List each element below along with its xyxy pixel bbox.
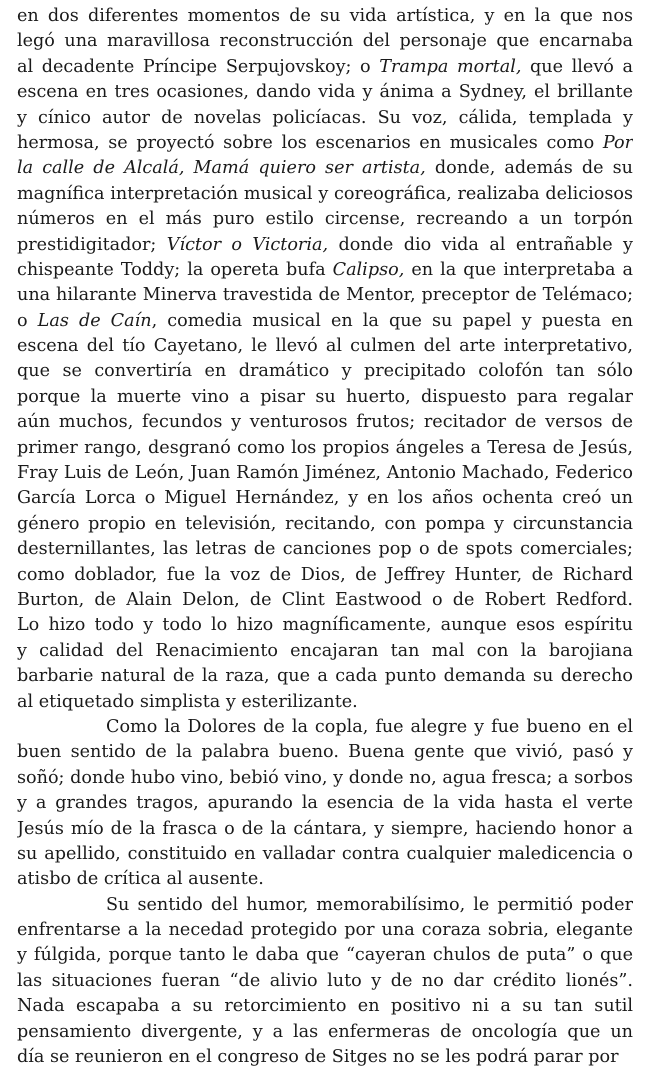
text-line (17, 791, 633, 816)
text-run: o (17, 310, 38, 331)
text-line (17, 283, 633, 308)
text-run: que llevó a (521, 56, 633, 77)
text-run: y fúlgida, porque tanto le daba que “cayeran chulos de puta” o que (17, 945, 633, 966)
text-run: Jesús mío de la frasca o de la cántara, y siempre, haciendo honor a (17, 818, 633, 839)
text-line (17, 385, 633, 410)
text-line (17, 943, 633, 968)
text-line (17, 156, 633, 181)
text-line (17, 969, 633, 994)
text-line (17, 512, 633, 537)
text-line (17, 55, 633, 80)
text-run: legó una maravillosa reconstrucción del personaje que encarnaba (17, 31, 633, 52)
text-run: primer rango, desgranó como los propios ángeles a Teresa de Jesús, (17, 437, 633, 458)
text-run: magnífica interpretación musical y coreográfica, realizaba deliciosos (17, 183, 633, 204)
text-run: y calidad del Renacimiento encajaran tan mal con la barojiana (17, 640, 633, 661)
text-run: las situaciones fueran “de alivio luto y de no dar crédito lionés”. (17, 970, 633, 991)
text-line (17, 80, 633, 105)
text-line (17, 817, 633, 842)
text-run: donde dio vida al entrañable y (328, 234, 633, 255)
text-run: desternillantes, las letras de canciones pop o de spots comerciales; (17, 539, 633, 560)
text-line (17, 436, 633, 461)
text-line (17, 867, 633, 892)
text-run: en dos diferentes momentos de su vida artística, y en la que nos (17, 6, 633, 26)
text-line (17, 690, 633, 715)
text-run: y a grandes tragos, apurando la esencia de la vida hasta el verte (17, 793, 633, 814)
text-line (106, 893, 633, 918)
text-run: prestidigitador; (17, 234, 167, 255)
text-line (17, 486, 633, 511)
paragraph (0, 715, 646, 893)
text-run: donde, además de su (425, 158, 633, 179)
text-line (17, 309, 633, 334)
text-line (17, 766, 633, 791)
text-line (17, 613, 633, 638)
text-line (17, 207, 633, 232)
italic-title: Trampa mortal, (379, 56, 522, 77)
paragraph (0, 4, 646, 715)
text-run: como doblador, fue la voz de Dios, de Jeffrey Hunter, de Richard (17, 564, 633, 585)
text-line (17, 233, 633, 258)
text-line (17, 1020, 633, 1045)
text-run: porque la muerte vino a pisar su huerto, dispuesto para regalar (17, 386, 633, 407)
text-run: números en el más puro estilo circense, recreando a un torpón (17, 209, 633, 230)
text-line (17, 563, 633, 588)
text-run: al decadente Príncipe Serpujovskoy; o (17, 56, 380, 77)
text-run: barbarie natural de la raza, que a cada punto demanda su derecho (17, 666, 633, 687)
text-run: Nada escapaba a su retorcimiento en positivo ni a su tan sutil (17, 996, 633, 1017)
text-line (17, 258, 633, 283)
text-line (17, 461, 633, 486)
text-line (17, 131, 633, 156)
italic-title: la calle de Alcalá, Mamá quiero ser artista, (17, 158, 426, 179)
text-run: aún muchos, fecundos y venturosos frutos; recitador de versos de (17, 412, 633, 433)
text-run: Lo hizo todo y todo lo hizo magníficamente, aunque esos espíritu (17, 615, 633, 636)
text-line (17, 182, 633, 207)
text-line (17, 1045, 633, 1070)
text-line (17, 639, 633, 664)
text-line (17, 334, 633, 359)
text-run: , comedia musical en la que su papel y puesta en (151, 310, 633, 331)
text-line (17, 4, 633, 29)
text-run: Burton, de Alain Delon, de Clint Eastwood o de Robert Redford. (17, 589, 633, 610)
text-run: escena del tío Cayetano, le llevó al culmen del arte interpretativo, (17, 336, 633, 357)
text-line (17, 740, 633, 765)
text-run: en la que interpretaba a (404, 259, 633, 280)
text-line (17, 106, 633, 131)
text-run: una hilarante Minerva travestida de Mentor, preceptor de Telémaco; (17, 285, 633, 306)
text-run: hermosa, se proyectó sobre los escenarios en musicales como (17, 132, 603, 153)
text-line (17, 588, 633, 613)
italic-title: Por (602, 132, 633, 153)
text-line (17, 664, 633, 689)
text-run: día se reunieron en el congreso de Sitges no se les podrá parar por (17, 1047, 619, 1068)
text-run: soñó; donde hubo vino, bebió vino, y donde no, agua fresca; a sorbos (17, 767, 633, 788)
text-line (17, 410, 633, 435)
italic-title: Víctor o Victoria, (166, 234, 329, 255)
italic-title: Calipso, (332, 259, 405, 280)
text-run: al etiquetado simplista y esterilizante. (17, 691, 358, 712)
text-run: García Lorca o Miguel Hernández, y en los años ochenta creó un (17, 488, 633, 509)
text-run: pensamiento divergente, y a las enfermeras de oncología que un (17, 1021, 633, 1042)
text-run: que se convertiría en dramático y precipitado colofón tan sólo (17, 361, 633, 382)
text-run: escena en tres ocasiones, dando vida y ánima a Sydney, el brillante (17, 82, 633, 103)
text-run: su apellido, constituido en valladar contra cualquier maledicencia o (17, 843, 633, 864)
text-line (17, 537, 633, 562)
text-line (17, 918, 633, 943)
text-run: Su sentido del humor, memorabilísimo, le permitió poder (106, 894, 633, 915)
paragraph (0, 893, 646, 1070)
text-line (106, 715, 633, 740)
text-line (17, 842, 633, 867)
text-run: chispeante Toddy; la opereta bufa (17, 259, 333, 280)
text-run: Como la Dolores de la copla, fue alegre y fue bueno en el (106, 716, 633, 737)
text-line (17, 359, 633, 384)
text-run: género propio en televisión, recitando, con pompa y circunstancia (17, 513, 633, 534)
text-run: buen sentido de la palabra bueno. Buena gente que vivió, pasó y (17, 742, 633, 763)
text-run: enfrentarse a la necedad protegido por una coraza sobria, elegante (17, 920, 633, 941)
italic-title: Las de Caín (37, 310, 152, 331)
text-run: atisbo de crítica al ausente. (17, 869, 264, 890)
text-line (17, 29, 633, 54)
text-run: y cínico autor de novelas policíacas. Su voz, cálida, templada y (17, 107, 633, 128)
text-run: Fray Luis de León, Juan Ramón Jiménez, Antonio Machado, Federico (17, 463, 633, 484)
text-line (17, 994, 633, 1019)
